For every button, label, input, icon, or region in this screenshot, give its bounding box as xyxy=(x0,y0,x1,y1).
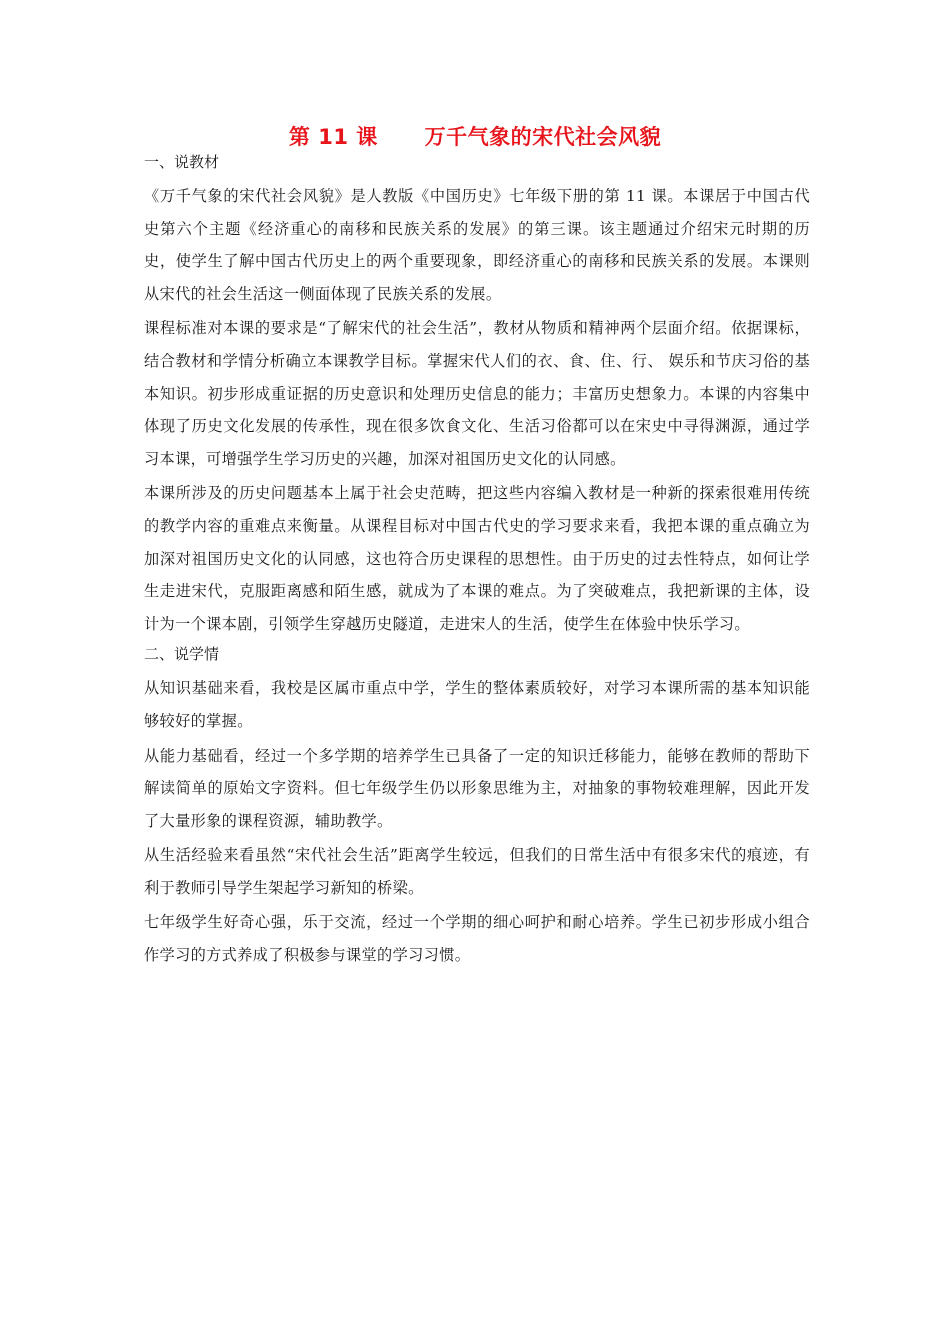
section-heading: 一、说教材 xyxy=(144,153,220,171)
document-body xyxy=(144,152,810,974)
paragraph: 从知识基础来看，我校是区属市重点中学，学生的整体素质较好，对学习本课所需的基本知识能够较好的掌握。 xyxy=(144,679,810,730)
paragraph: 从能力基础看，经过一个多学期的培养学生已具备了一定的知识迁移能力，能够在教师的帮助下解读简单的原始文字资料。但七年级学生仍以形象思维为主，对抽象的事物较难理解，因此开发了大量形象的课程资源，辅助教学。 xyxy=(144,746,810,830)
paragraph: 本课所涉及的历史问题基本上属于社会史范畴，把这些内容编入教材是一种新的探索很难用传统的教学内容的重难点来衡量。从课程目标对中国古代史的学习要求来看，我把本课的重点确立为加深对祖国历史文化的认同感，这也符合历史课程的思想性。由于历史的过去性特点，如何让学生走进宋代，克服距离感和陌生感，就成为了本课的难点。为了突破难点，我把新课的主体，设计为一个课本剧，引领学生穿越历史隧道，走进宋人的生活，使学生在体验中快乐学习。 xyxy=(144,484,810,633)
paragraph: 课程标准对本课的要求是“了解宋代的社会生活”，教材从物质和精神两个层面介绍。依据课标，结合教材和学情分析确立本课教学目标。掌握宋代人们的衣、食、住、行、 娱乐和节庆习俗的基本知识。初步形成重证据的历史意识和处理历史信息的能力；丰富历史想象力。本课的内容集中体现了历史文化发展的传承性，现在很多饮食文化、生活习俗都可以在宋史中寻得渊源，通过学习本课，可增强学生学习历史的兴趣，加深对祖国历史文化的认同感。 xyxy=(144,319,810,468)
paragraph: 从生活经验来看虽然“宋代社会生活”距离学生较远，但我们的日常生活中有很多宋代的痕迹，有利于教师引导学生架起学习新知的桥梁。 xyxy=(144,846,810,897)
page-title: 第 11 课 万千气象的宋代社会风貌 xyxy=(288,125,662,149)
section-heading: 二、说学情 xyxy=(144,645,220,664)
paragraph: 七年级学生好奇心强，乐于交流，经过一个学期的细心呵护和耐心培养。学生已初步形成小组合作学习的方式养成了积极参与课堂的学习习惯。 xyxy=(144,913,810,965)
paragraph: 《万千气象的宋代社会风貌》是人教版《中国历史》七年级下册的第 11 课。本课居于中国古代史第六个主题《经济重心的南移和民族关系的发展》的第三课。该主题通过介绍宋元时期的历史，使学生了解中国古代历史上的两个重要现象，即经济重心的南移和民族关系的发展。本课则从宋代的社会生活这一侧面体现了民族关系的发展。 xyxy=(144,187,810,303)
